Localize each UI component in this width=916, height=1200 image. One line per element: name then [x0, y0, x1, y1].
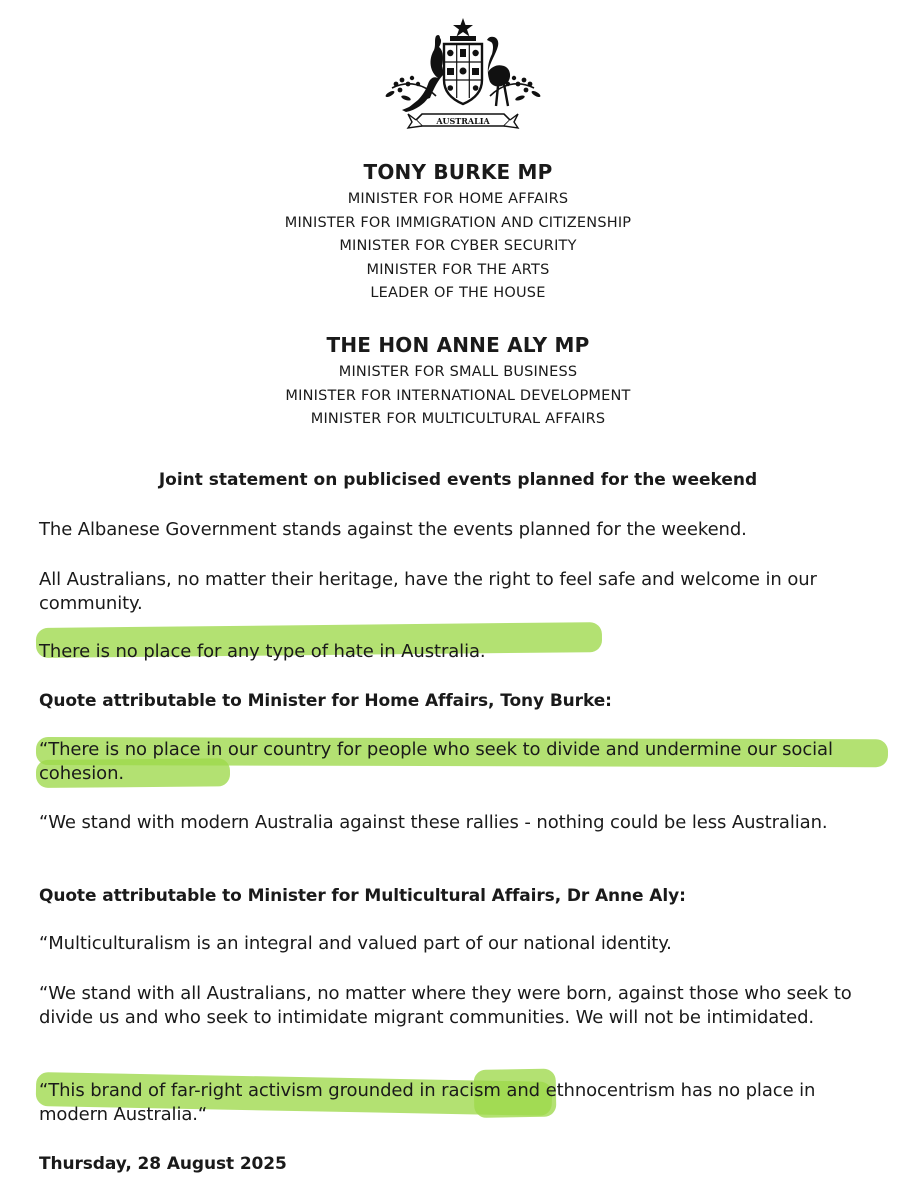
- highlighted-paragraph: There is no place for any type of hate in Australia.: [39, 641, 486, 662]
- minister-1-role: MINISTER FOR IMMIGRATION AND CITIZENSHIP: [284, 214, 632, 231]
- minister-1-role: LEADER OF THE HOUSE: [370, 285, 546, 301]
- minister-1-role: MINISTER FOR THE ARTS: [366, 261, 550, 278]
- crest-scroll-text: AUSTRALIA: [436, 116, 490, 126]
- statement-date: Thursday, 28 August 2025: [39, 1154, 287, 1174]
- minister-1-role: MINISTER FOR CYBER SECURITY: [339, 238, 577, 254]
- quote-attribution-heading: Quote attributable to Minister for Home Affairs, Tony Burke:: [39, 691, 612, 711]
- minister-2-name: THE HON ANNE ALY MP: [326, 333, 590, 357]
- minister-2-role: MINISTER FOR INTERNATIONAL DEVELOPMENT: [285, 387, 631, 404]
- quote-attribution-heading: Quote attributable to Minister for Multicultural Affairs, Dr Anne Aly:: [39, 886, 686, 906]
- quote-paragraph: “Multiculturalism is an integral and valued part of our national identity.: [39, 933, 672, 954]
- intro-paragraph: The Albanese Government stands against the events planned for the weekend.: [39, 519, 747, 540]
- minister-1-name: TONY BURKE MP: [363, 160, 553, 184]
- minister-1-role: MINISTER FOR HOME AFFAIRS: [347, 191, 569, 207]
- minister-2-role: MINISTER FOR SMALL BUSINESS: [338, 364, 578, 380]
- quote-paragraph: “We stand with modern Australia against these rallies - nothing could be less Australian.: [39, 812, 828, 833]
- intro-paragraph: All Australians, no matter their heritage, have the right to feel safe and welcome in our community.: [39, 569, 817, 614]
- quote-paragraph: “There is no place in our country for people who seek to divide and undermine our social cohesion.: [39, 739, 833, 784]
- statement-title: Joint statement on publicised events planned for the weekend: [158, 470, 758, 490]
- minister-2-role: MINISTER FOR MULTICULTURAL AFFAIRS: [310, 411, 606, 427]
- quote-paragraph: “We stand with all Australians, no matter where they were born, against those who seek to divide us and who seek to intimidate migrant communities. We will not be intimidated.: [39, 983, 852, 1028]
- quote-paragraph: “This brand of far-right activism grounded in racism and ethnocentrism has no place in modern Australia.“: [39, 1080, 816, 1125]
